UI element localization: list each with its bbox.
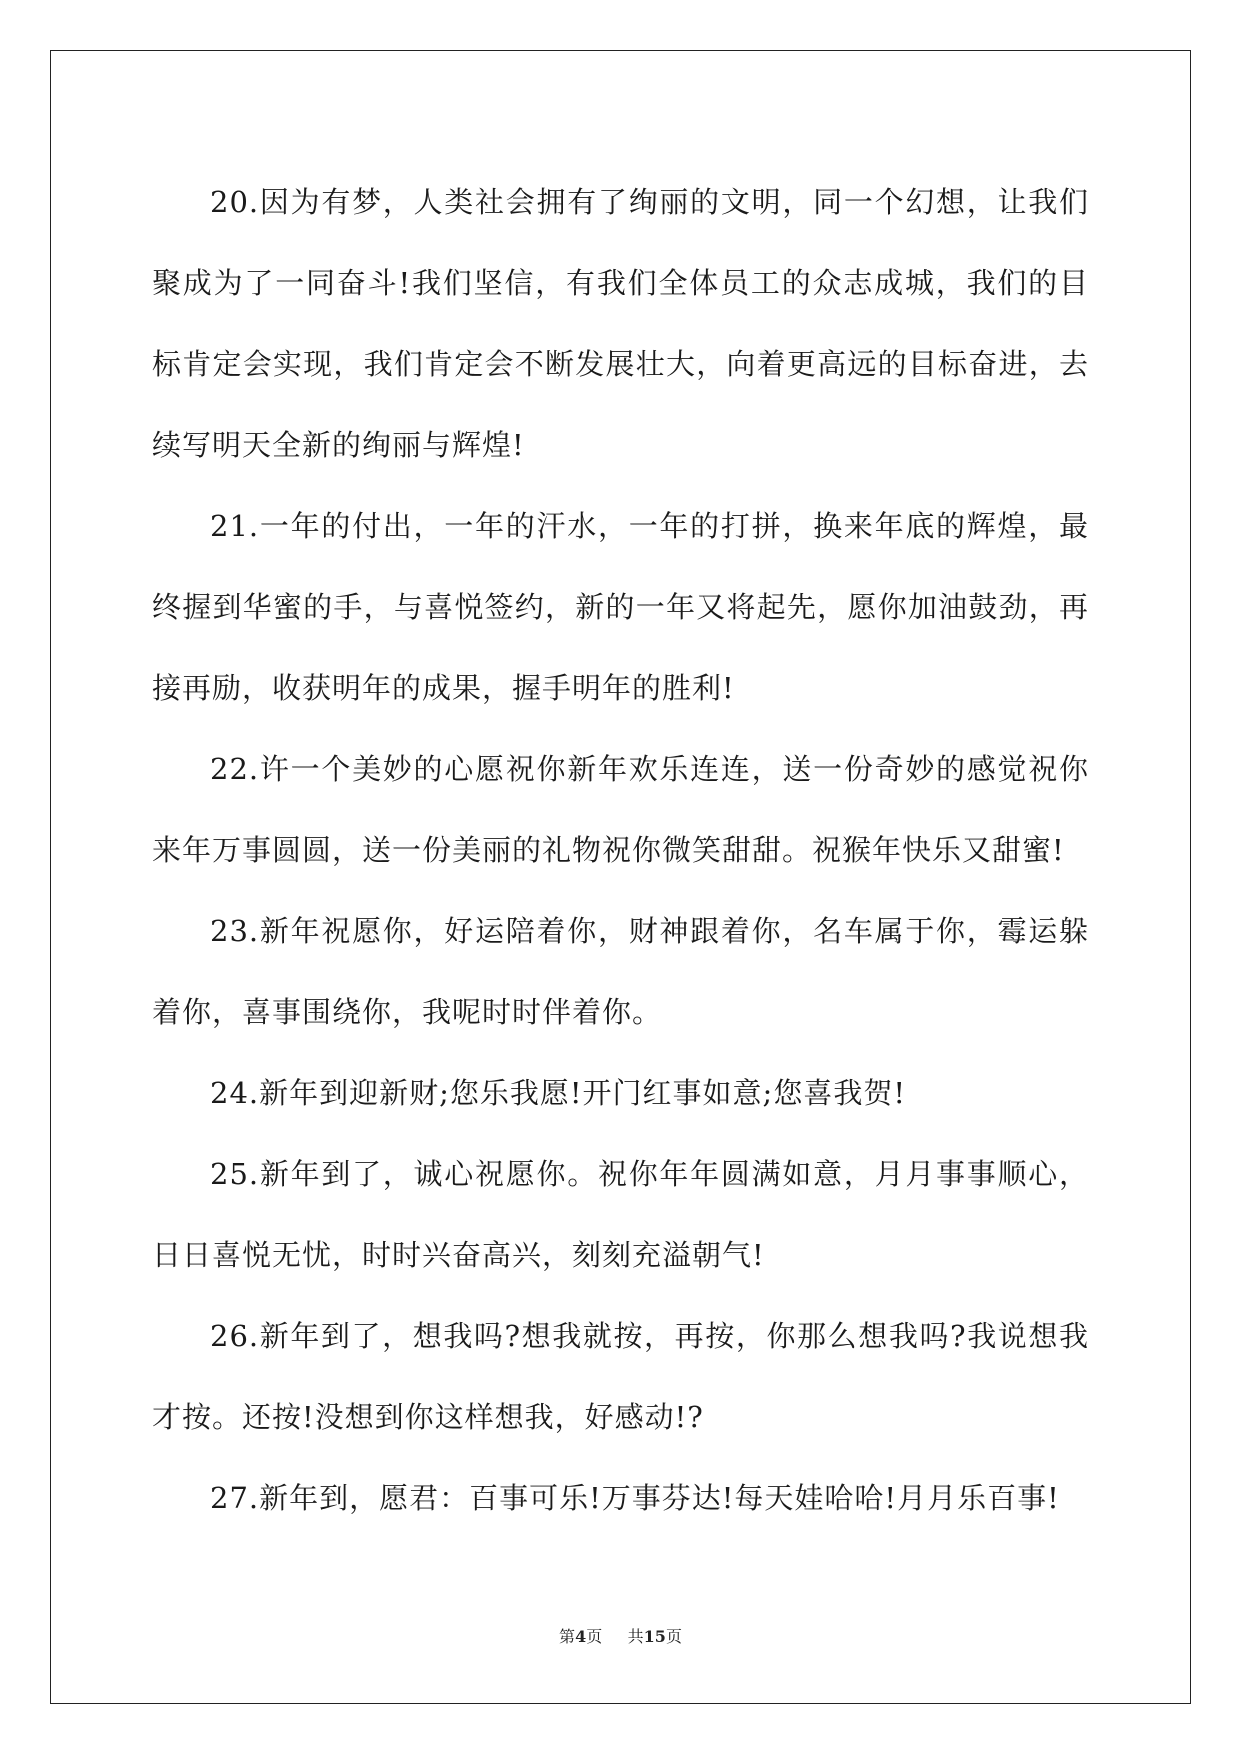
paragraph-21: 21.一年的付出，一年的汗水，一年的打拼，换来年底的辉煌，最终握到华蜜的手，与喜悦签约，新的一年又将起先，愿你加油鼓劲，再接再励，收获明年的成果，握手明年的胜利!: [152, 509, 1089, 705]
total-pages-label: 共15页: [627, 1627, 682, 1646]
paragraph-23: 23.新年祝愿你，好运陪着你，财神跟着你，名车属于你，霉运躲着你，喜事围绕你，我呢时时伴着你。: [152, 914, 1089, 1029]
total-pages: 15: [643, 1627, 666, 1646]
paragraph-24: 24.新年到迎新财;您乐我愿!开门红事如意;您喜我贺!: [210, 1076, 906, 1110]
paragraph-26: 26.新年到了，想我吗?想我就按，再按，你那么想我吗?我说想我才按。还按!没想到你这样想我，好感动!?: [152, 1319, 1089, 1434]
page-label: 第4页: [559, 1627, 603, 1646]
page-footer: [0, 1624, 1241, 1647]
paragraph-20: 20.因为有梦，人类社会拥有了绚丽的文明，同一个幻想，让我们聚成为了一同奋斗!我们坚信，有我们全体员工的众志成城，我们的目标肯定会实现，我们肯定会不断发展壮大，向着更高远的目标奋进，去续写明天全新的绚丽与辉煌!: [152, 185, 1089, 462]
document-body: [152, 162, 1089, 1539]
paragraph-22: 22.许一个美妙的心愿祝你新年欢乐连连，送一份奇妙的感觉祝你来年万事圆圆，送一份美丽的礼物祝你微笑甜甜。祝猴年快乐又甜蜜!: [152, 752, 1089, 867]
page-number: 4: [575, 1627, 587, 1646]
paragraph-27: 27.新年到，愿君：百事可乐!万事芬达!每天娃哈哈!月月乐百事!: [210, 1481, 1060, 1515]
paragraph-25: 25.新年到了，诚心祝愿你。祝你年年圆满如意，月月事事顺心，日日喜悦无忧，时时兴奋高兴，刻刻充溢朝气!: [152, 1157, 1089, 1272]
